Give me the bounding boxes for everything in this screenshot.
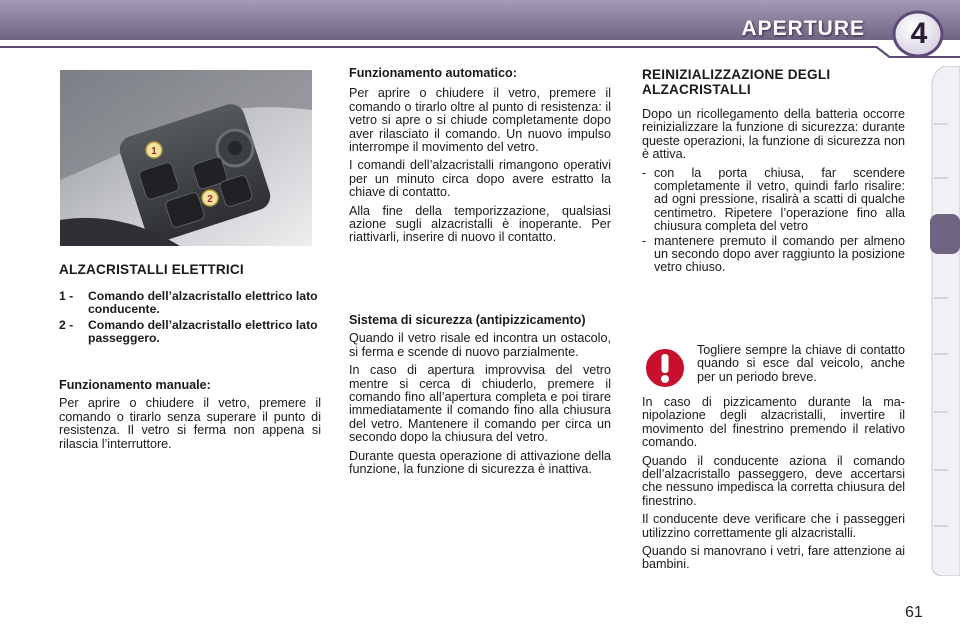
middle-column-safety xyxy=(349,314,611,481)
safety-text-3: Durante questa operazione di attivazione della funzione, la funzione di sicurezza è inattiva. xyxy=(349,448,611,477)
right-column-lower xyxy=(642,396,905,577)
auto-operation-text-2: I comandi dell’alzacristalli rimangono operativi per un minuto circa dopo avere estratto la chiave di contatto. xyxy=(349,158,611,200)
children-text: Quando si manovrano i vetri, fare attenzione ai bambini. xyxy=(642,544,905,572)
chapter-header xyxy=(0,0,960,62)
safety-text-2: In caso di apertura improvvisa del vetro mentre si cerca di chiuderlo, premere il comando fino all’apertura completa e poi tirare immediatamente il comando fino alla chiusura del vetro. Mantenere il comando per circa un secondo dopo la chiusura del vetro. xyxy=(349,363,611,445)
middle-column xyxy=(349,67,611,250)
bullet-text: con la porta chiusa, far scendere completamente il vetro, quindi farlo risalire: ad ogni pressione, risalirà a scatti di qualche centimetro. Ripetere l’operazione fino alla chiusura completa del vetro xyxy=(654,165,905,234)
chapter-title: APERTURE xyxy=(741,17,865,40)
item-number: 1 - xyxy=(59,289,74,303)
chapter-tabs xyxy=(930,66,960,576)
section-title-reinit: REINIZIALIZZAZIONE DEGLI ALZACRISTALLI xyxy=(642,67,831,97)
callout-1: 1 xyxy=(151,146,157,157)
auto-operation-heading: Funzionamento automatico: xyxy=(349,66,517,80)
right-column xyxy=(642,67,905,276)
safety-system-heading: Sistema di sicurezza (antipizzicamento) xyxy=(349,313,586,327)
list-item: - mantenere premuto il comando per almeno un secondo dopo aver raggiunto la posizione vetro chiuso. xyxy=(642,233,905,275)
driver-check-text: Quando il conducente aziona il comando dell’alzacristallo passeggero, deve accertarsi che nessuno impedisca la corretta chiusura del finestrino. xyxy=(642,453,905,508)
chapter-number: 4 xyxy=(910,17,928,50)
section-title-power-windows: ALZACRISTALLI ELETTRICI xyxy=(59,262,244,277)
item-text: Comando dell’alzacristallo elettrico lato conducente. xyxy=(88,289,318,316)
warning-text xyxy=(697,344,905,389)
exclamation-warning-icon xyxy=(642,345,688,391)
bullet-text: mantenere premuto il comando per almeno un secondo dopo aver raggiunto la posizione vetro chiuso. xyxy=(654,233,905,275)
list-item xyxy=(59,290,321,316)
list-item xyxy=(59,319,321,345)
reinit-intro: Dopo un ricollegamento della batteria occorre reinizializzare la funzione di sicurezza: durante queste operazioni, la funzione di sicurezza non è attiva. xyxy=(642,107,905,162)
pinch-text: In caso di pizzicamento durante la manipolazione degli alzacristalli, invertire il movimento del finestrino premendo il relativo comando. xyxy=(642,395,905,450)
item-text: Comando dell’alzacristallo elettrico lato passeggero. xyxy=(88,318,318,345)
window-controls-photo xyxy=(60,70,312,246)
page-number: 61 xyxy=(905,604,923,621)
item-number: 2 - xyxy=(59,318,74,332)
safety-text-1: Quando il vetro risale ed incontra un ostacolo, si ferma e scende di nuovo parzialmente. xyxy=(349,331,611,359)
auto-operation-text-1: Per aprire o chiudere il vetro, premere il comando o tirarlo oltre al punto di resistenza: il vetro si apre o si chiude completamente dopo aver rilasciato il comando. Un nuovo impulso interrompe il movimento del vetro. xyxy=(349,86,611,155)
auto-operation-text-3: Alla fine della temporizzazione, qualsiasi azione sugli alzacristalli è inoperante. Per riattivarli, inserire di nuovo il contatto. xyxy=(349,203,611,245)
passenger-check-text: Il conducente deve verificare che i passeggeri utilizzino correttamente gli alzacristalli. xyxy=(642,512,905,540)
list-item: - con la porta chiusa, far scendere completamente il vetro, quindi farlo risalire: ad ogni pressione, risalirà a scatti di qualche centimetro. Ripetere l’operazione fino alla chiusura completa del vetro xyxy=(642,165,905,234)
manual-operation-heading: Funzionamento manuale: xyxy=(59,378,211,392)
left-column xyxy=(59,262,321,456)
manual-operation-text: Per aprire o chiudere il vetro, premere il comando o tirarlo senza superare il punto di resistenza. Il vetro si ferma non appena si rilascia l’interruttore. xyxy=(59,396,321,451)
warning-callout-text: Togliere sempre la chiave di contatto quando si esce dal veicolo, anche per un periodo breve. xyxy=(697,343,905,384)
callout-2: 2 xyxy=(207,194,213,205)
